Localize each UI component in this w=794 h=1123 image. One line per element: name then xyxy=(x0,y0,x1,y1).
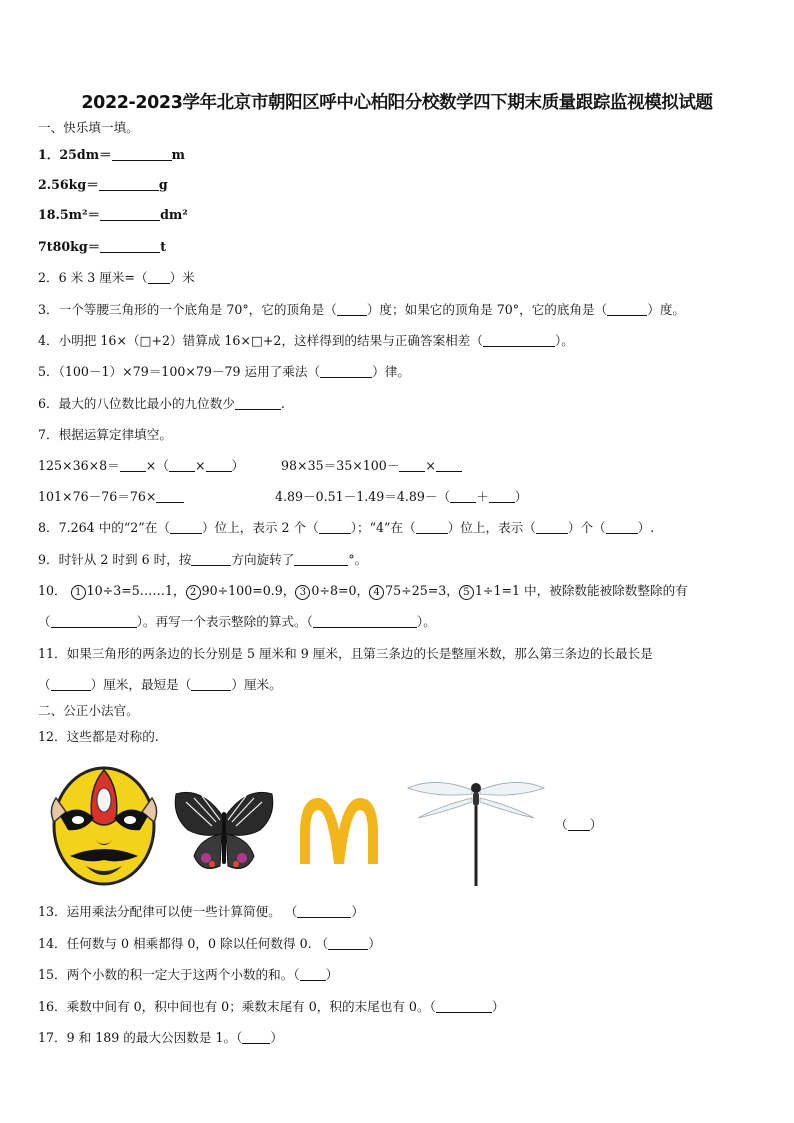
question-9 xyxy=(38,552,367,568)
q7-r2-text-d: ） xyxy=(514,489,528,504)
q8-blank-1[interactable] xyxy=(170,521,202,534)
q1b-text: 2.56kg＝ xyxy=(38,177,99,192)
question-3 xyxy=(38,302,685,318)
q16-text-2: ） xyxy=(491,999,505,1014)
q3-text-3: ）度。 xyxy=(647,302,686,317)
q12-paren-left: （ xyxy=(555,817,568,832)
question-1c xyxy=(38,207,188,223)
question-7-row-1a xyxy=(38,458,244,474)
q8-blank-3[interactable] xyxy=(416,521,448,534)
question-1b xyxy=(38,177,168,193)
circled-number-3: 3 xyxy=(295,585,310,600)
q1a-unit: m xyxy=(171,147,185,162)
q3-text-2: ）度；如果它的顶角是 70°，它的底角是（ xyxy=(366,302,608,317)
q11-l2-text-b: ）厘米，最短是（ xyxy=(90,677,192,692)
question-11 xyxy=(38,646,653,662)
question-8 xyxy=(38,520,654,536)
q8-blank-2[interactable] xyxy=(319,521,351,534)
q1c-text: 18.5m²＝ xyxy=(38,207,101,222)
q9-blank-2[interactable] xyxy=(294,553,348,566)
q2-after: ）米 xyxy=(169,270,195,285)
q7-r2-blank-2[interactable] xyxy=(450,490,476,503)
q6-text-2: . xyxy=(280,396,285,411)
q8-blank-5[interactable] xyxy=(606,521,638,534)
q17-text-2: ） xyxy=(270,1030,283,1045)
q5-text-2: ）律。 xyxy=(372,364,410,379)
q11-number: 11． xyxy=(38,646,67,661)
q15-number: 15． xyxy=(38,967,67,982)
q12-text: 这些都是对称的. xyxy=(66,729,159,744)
q7-r1-text-b: ×（ xyxy=(145,458,169,473)
question-17 xyxy=(38,1030,283,1046)
circled-number-4: 4 xyxy=(369,585,384,600)
q10-l2-text-c: ）。 xyxy=(416,614,436,629)
q10-expr-4: 75÷25=3， xyxy=(385,583,459,598)
question-10-line-2 xyxy=(38,614,436,630)
q4-text-2: ）。 xyxy=(554,333,574,348)
q16-text-1: 乘数中间有 0，积中间也有 0；乘数末尾有 0，积的末尾也有 0。（ xyxy=(66,999,436,1014)
question-7-row-2b xyxy=(275,489,527,505)
q1d-blank[interactable] xyxy=(100,240,160,253)
q10-blank-1[interactable] xyxy=(51,615,137,628)
q10-expr-1: 10÷3=5……1， xyxy=(86,583,186,598)
q7-r2-text-c: ＋ xyxy=(476,489,489,504)
question-2 xyxy=(38,270,195,286)
q14-text-2: ） xyxy=(368,936,381,951)
q13-text-2: ） xyxy=(351,904,364,919)
q16-number: 16． xyxy=(38,999,67,1014)
q11-l2-text-c: ）厘米。 xyxy=(231,677,282,692)
q7-r2-blank-1[interactable] xyxy=(156,490,184,503)
q7-r1-blank-3[interactable] xyxy=(206,459,232,472)
q3-blank-2[interactable] xyxy=(607,303,647,316)
question-1a xyxy=(38,147,185,163)
q11-l2-text-a: （ xyxy=(38,677,51,692)
question-11-line-2 xyxy=(38,677,282,693)
q2-blank[interactable] xyxy=(148,271,170,284)
q1b-unit: g xyxy=(158,177,168,192)
q6-text-1: 最大的八位数比最小的九位数少 xyxy=(58,396,235,411)
q1c-unit: dm² xyxy=(160,207,188,222)
q3-blank-1[interactable] xyxy=(337,303,367,316)
question-7-row-1b xyxy=(281,458,462,474)
q10-l2-text-a: （ xyxy=(38,614,51,629)
q15-text-2: ） xyxy=(325,967,339,982)
question-5 xyxy=(38,364,410,380)
q4-number: 4． xyxy=(38,333,59,348)
circled-number-1: 1 xyxy=(71,585,86,600)
q8-blank-4[interactable] xyxy=(536,521,568,534)
question-1d xyxy=(38,239,166,255)
q9-blank-1[interactable] xyxy=(191,553,231,566)
q17-text-1: 9 和 189 的最大公因数是 1。（ xyxy=(66,1030,243,1045)
question-4 xyxy=(38,333,574,349)
q8-text-4: ）位上，表示（ xyxy=(447,520,536,535)
q10-l2-text-b: ）。再写一个表示整除的算式。（ xyxy=(136,614,313,629)
q10-blank-2[interactable] xyxy=(313,615,417,628)
question-15 xyxy=(38,967,338,983)
q3-number: 3． xyxy=(38,302,59,317)
q9-number: 9． xyxy=(38,552,59,567)
q7-r1-text-a: 125×36×8＝ xyxy=(38,458,120,473)
q1d-unit: t xyxy=(160,239,167,254)
question-10 xyxy=(38,583,688,600)
circled-number-5: 5 xyxy=(459,585,474,600)
golden-arches-logo xyxy=(296,794,382,866)
q7-text: 根据运算定律填空。 xyxy=(58,427,172,442)
question-12 xyxy=(38,729,159,745)
q8-number: 8． xyxy=(38,520,59,535)
q8-text-3: ）；“4”在（ xyxy=(350,520,416,535)
q14-blank[interactable] xyxy=(328,937,368,950)
q13-number: 13． xyxy=(38,904,67,919)
q13-blank[interactable] xyxy=(297,905,351,918)
q6-blank[interactable] xyxy=(235,397,281,410)
q5-blank[interactable] xyxy=(320,365,372,378)
butterfly-image xyxy=(172,790,276,876)
opera-mask-image xyxy=(44,760,164,888)
q14-text-1: 任何数与 0 相乘都得 0，0 除以任何数得 0. （ xyxy=(66,936,329,951)
q16-blank[interactable] xyxy=(436,1000,492,1013)
q1a-text: 25dm＝ xyxy=(59,147,112,162)
q14-number: 14． xyxy=(38,936,67,951)
page-title: 2022-2023学年北京市朝阳区呼中心柏阳分校数学四下期末质量跟踪监视模拟试题 xyxy=(81,93,713,113)
q15-blank[interactable] xyxy=(300,968,326,981)
q10-number: 10． xyxy=(38,583,67,598)
q9-text-3: °。 xyxy=(348,552,368,567)
q7-r1-text-e: 98×35＝35×100－ xyxy=(281,458,400,473)
q4-blank[interactable] xyxy=(483,334,555,347)
q7-r1-blank-1[interactable] xyxy=(120,459,146,472)
q8-text-2: ）位上，表示 2 个（ xyxy=(201,520,319,535)
q10-expr-3: 0÷8=0， xyxy=(311,583,370,598)
q17-number: 17． xyxy=(38,1030,67,1045)
q5-text-1: （100－1）×79＝100×79－79 运用了乘法（ xyxy=(58,364,321,379)
q12-number: 12． xyxy=(38,729,67,744)
question-7-row-2a xyxy=(38,489,184,505)
q7-r2-text-a: 101×76－76＝76× xyxy=(38,489,157,504)
q7-r2-text-b: 4.89－0.51－1.49＝4.89－（ xyxy=(275,489,451,504)
q1c-blank[interactable] xyxy=(100,208,160,221)
q7-r1-blank-4[interactable] xyxy=(399,459,425,472)
q7-r1-blank-5[interactable] xyxy=(436,459,462,472)
q12-blank[interactable] xyxy=(568,818,590,831)
question-14 xyxy=(38,936,381,952)
q3-text-1: 一个等腰三角形的一个底角是 70°，它的顶角是（ xyxy=(58,302,337,317)
q4-text-1: 小明把 16×（□+2）错算成 16×□+2，这样得到的结果与正确答案相差（ xyxy=(58,333,483,348)
q13-text-1: 运用乘法分配律可以使一些计算简便。 （ xyxy=(66,904,298,919)
q8-text-6: ）. xyxy=(637,520,655,535)
question-12-answer xyxy=(555,817,602,833)
q1-number: 1． xyxy=(38,147,60,162)
q10-expr-5: 1÷1=1 中，被除数能被除数整除的有 xyxy=(474,583,688,598)
q11-blank-2[interactable] xyxy=(191,678,231,691)
section-1-heading: 一、快乐填一填。 xyxy=(38,120,139,135)
q5-number: 5． xyxy=(38,364,59,379)
q1a-blank[interactable] xyxy=(112,148,172,161)
q7-r1-text-c: × xyxy=(194,458,206,473)
question-7 xyxy=(38,427,172,443)
q7-r1-text-f: × xyxy=(425,458,436,473)
q10-expr-2: 90÷100=0.9， xyxy=(201,583,296,598)
q11-blank-1[interactable] xyxy=(51,678,91,691)
q7-number: 7． xyxy=(38,427,59,442)
section-2-heading: 二、公正小法官。 xyxy=(38,703,139,718)
question-13 xyxy=(38,904,364,920)
q1d-text: 7t80kg＝ xyxy=(38,239,101,254)
q8-text-1: 7.264 中的“2”在（ xyxy=(58,520,170,535)
q17-blank[interactable] xyxy=(242,1031,270,1044)
q11-text-1: 如果三角形的两条边的长分别是 5 厘米和 9 厘米，且第三条边的长是整厘米数，那么第三条边的长最长是 xyxy=(66,646,653,661)
q15-text-1: 两个小数的积一定大于这两个小数的和。（ xyxy=(66,967,300,982)
q12-paren-right: ） xyxy=(589,817,603,832)
q7-r1-blank-2[interactable] xyxy=(169,459,195,472)
q7-r1-text-d: ） xyxy=(231,458,245,473)
q2-number: 2． xyxy=(38,270,59,285)
q9-text-1: 时针从 2 时到 6 时，按 xyxy=(58,552,192,567)
circled-number-2: 2 xyxy=(186,585,201,600)
q1b-blank[interactable] xyxy=(99,178,159,191)
q8-text-5: ）个（ xyxy=(567,520,606,535)
q7-r2-blank-3[interactable] xyxy=(489,490,515,503)
question-16 xyxy=(38,999,504,1015)
dragonfly-image xyxy=(406,770,546,888)
q9-text-2: 方向旋转了 xyxy=(231,552,295,567)
q2-text: 6 米 3 厘米=（ xyxy=(58,270,148,285)
q6-number: 6． xyxy=(38,396,59,411)
question-6 xyxy=(38,396,285,412)
